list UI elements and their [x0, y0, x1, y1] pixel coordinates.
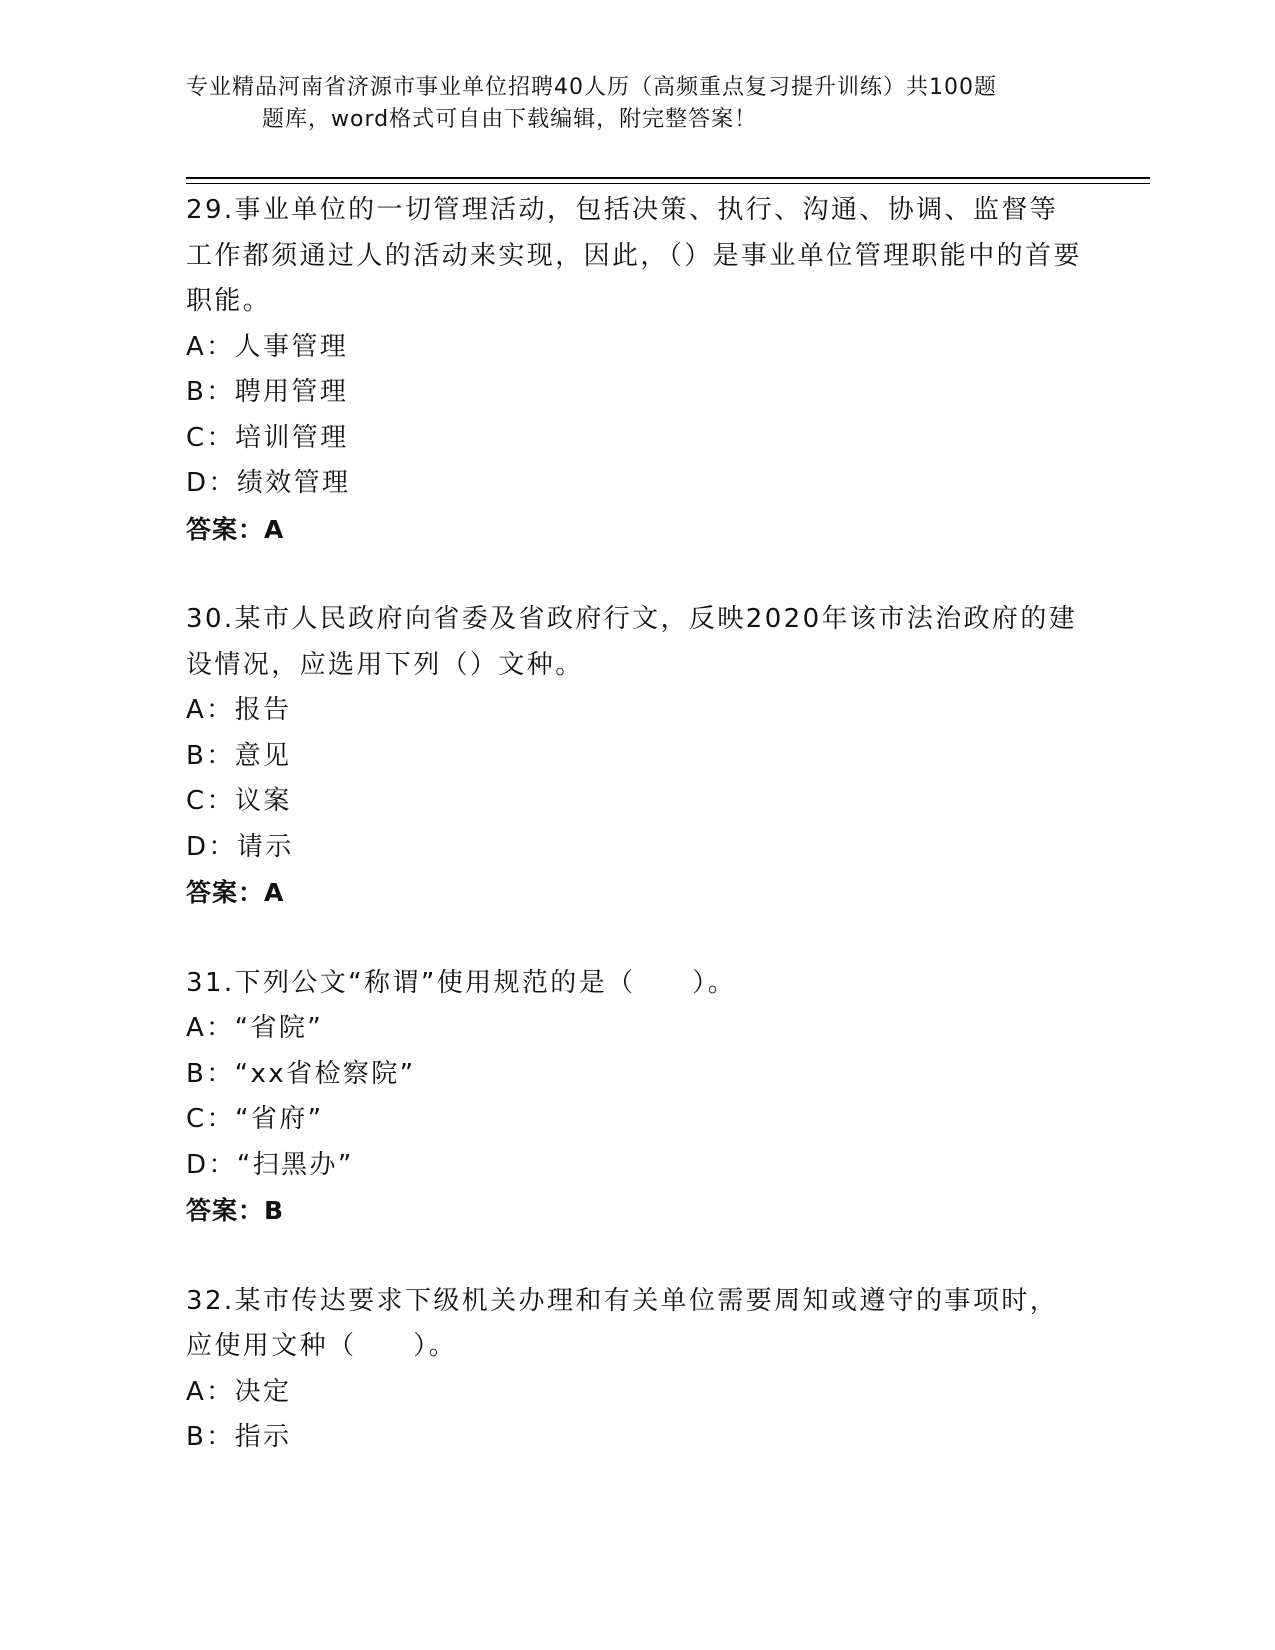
header-divider-thin [186, 183, 1150, 184]
option-d: D：请示 [186, 831, 294, 862]
question-32 [186, 1279, 1086, 1461]
document-header [186, 72, 1066, 136]
option-b: B：“xx省检察院” [186, 1058, 416, 1089]
header-title-line-1: 专业精品河南省济源市事业单位招聘40人历（高频重点复习提升训练）共100题 [186, 75, 997, 100]
question-stem: 32.某市传达要求下级机关办理和有关单位需要周知或遵守的事项时，应使用文种（ ）。 [186, 1285, 1059, 1361]
option-b: B：指示 [186, 1422, 292, 1452]
option-a: A：人事管理 [186, 331, 349, 362]
option-a: A：决定 [186, 1376, 292, 1407]
header-divider-thick [186, 177, 1150, 179]
question-31 [186, 961, 1086, 1234]
answer-line: 答案：A [186, 878, 285, 907]
option-b: B：聘用管理 [186, 377, 349, 407]
question-29 [186, 188, 1086, 552]
question-stem: 31.下列公文“称谓”使用规范的是（ ）。 [186, 967, 737, 998]
option-b: B：意见 [186, 740, 292, 771]
option-d: D：绩效管理 [186, 468, 351, 498]
option-a: A：报告 [186, 695, 292, 725]
option-a: A：“省院” [186, 1013, 324, 1043]
question-list [186, 188, 1086, 1506]
answer-line: 答案：A [186, 514, 285, 544]
question-stem: 30.某市人民政府向省委及省政府行文，反映2020年该市法治政府的建设情况，应选用下列（）文种。 [186, 604, 1078, 680]
option-c: C：培训管理 [186, 422, 349, 453]
option-c: C：议案 [186, 786, 292, 816]
question-stem: 29.事业单位的一切管理活动，包括决策、执行、沟通、协调、监督等工作都须通过人的活动来实现，因此，（）是事业单位管理职能中的首要职能。 [186, 195, 1082, 316]
option-d: D：“扫黑办” [186, 1149, 354, 1180]
header-title-line-2: 题库，word格式可自由下载编辑，附完整答案！ [262, 107, 758, 132]
answer-line: 答案：B [186, 1196, 285, 1225]
question-30 [186, 597, 1086, 916]
option-c: C：“省府” [186, 1104, 324, 1134]
